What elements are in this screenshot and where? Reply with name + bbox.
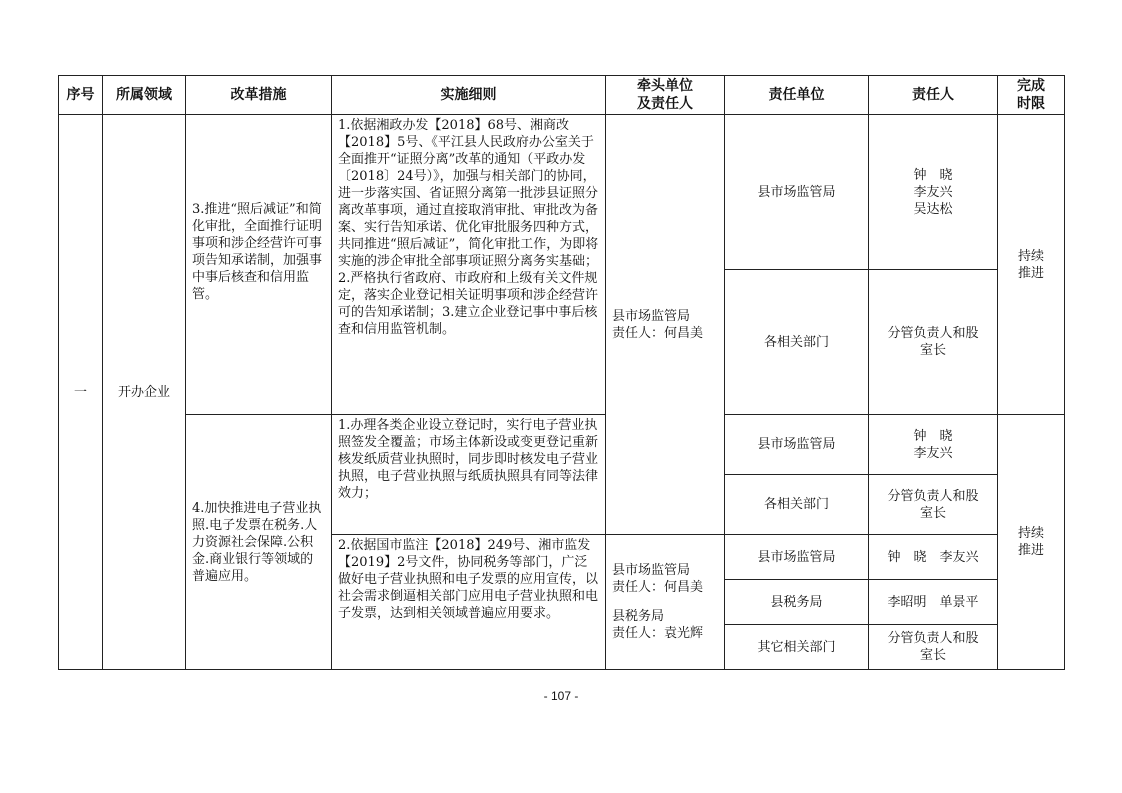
lead-unit-1: 县市场监管局 责任人：何昌美 <box>606 115 725 535</box>
detail-measure-4-b: 2.依据国市监注【2018】249号、湘市监发【2019】2号文件，协同税务等部门，广泛做好电子营业执照和电子发票的应用宣传，以社会需求倒逼相关部门应用电子营业执照和电子发票，达到相关领域普遍应用要求。 <box>332 535 606 670</box>
resp-person-cell: 分管负责人和股 室长 <box>869 625 998 670</box>
header-domain: 所属领域 <box>103 76 186 115</box>
detail-measure-4-a: 1.办理各类企业设立登记时，实行电子营业执照签发全覆盖；市场主体新设或变更登记重新核发纸质营业执照时，同步即时核发电子营业执照，电子营业执照与纸质执照具有同等法律效力； <box>332 415 606 535</box>
page-number: - 107 - <box>543 689 579 703</box>
resp-unit-cell: 县税务局 <box>725 580 869 625</box>
detail-measure-3: 1.依据湘政办发【2018】68号、湘商改【2018】5号、《平江县人民政府办公室关于全面推开“证照分离”改革的通知（平政办发〔2018〕24号）》，加强与相关部门的协同，进一步落实国、省证照分离第一批涉县证照分离改革事项，通过直接取消审批、审批改为备案、实行告知承诺、优化审批服务四种方式，共同推进“照后减证”，简化审批工作，为即将实施的涉企审批全部事项证照分离务实基础；2.严格执行省政府、市政府和上级有关文件规定，落实企业登记相关证明事项和涉企经营许可的告知承诺制；3.建立企业登记事中事后核查和信用监管机制。 <box>332 115 606 415</box>
resp-unit-cell: 各相关部门 <box>725 475 869 535</box>
resp-unit-cell: 其它相关部门 <box>725 625 869 670</box>
resp-person-cell: 钟 晓 李友兴 <box>869 535 998 580</box>
header-detail: 实施细则 <box>332 76 606 115</box>
reform-table <box>58 75 1065 670</box>
resp-person-cell: 分管负责人和股 室长 <box>869 475 998 535</box>
measure-4: 4.加快推进电子营业执照.电子发票在税务.人力资源社会保障.公积金.商业银行等领域的普遍应用。 <box>186 415 332 670</box>
header-lead: 牵头单位 及责任人 <box>606 76 725 115</box>
resp-unit-cell: 各相关部门 <box>725 270 869 415</box>
table-row <box>59 115 1065 270</box>
resp-person-cell: 李昭明 单景平 <box>869 580 998 625</box>
measure-3: 3.推进“照后减证”和简化审批，全面推行证明事项和涉企经营许可事项告知承诺制，加强事中事后核查和信用监管。 <box>186 115 332 415</box>
section-no: 一 <box>59 115 103 670</box>
resp-person-cell: 钟 晓 李友兴 吴达松 <box>869 115 998 270</box>
resp-person-cell: 钟 晓 李友兴 <box>869 415 998 475</box>
resp-person-cell: 分管负责人和股 室长 <box>869 270 998 415</box>
header-no: 序号 <box>59 76 103 115</box>
header-measure: 改革措施 <box>186 76 332 115</box>
resp-unit-cell: 县市场监管局 <box>725 535 869 580</box>
header-resp-unit: 责任单位 <box>725 76 869 115</box>
lead-unit-2: 县市场监管局 责任人：何昌美 县税务局 责任人：袁光辉 <box>606 535 725 670</box>
header-resp-person: 责任人 <box>869 76 998 115</box>
header-deadline: 完成 时限 <box>998 76 1065 115</box>
resp-unit-cell: 县市场监管局 <box>725 115 869 270</box>
deadline-cell-2: 持续 推进 <box>998 415 1065 670</box>
section-domain: 开办企业 <box>103 115 186 670</box>
resp-unit-cell: 县市场监管局 <box>725 415 869 475</box>
deadline-cell-1: 持续 推进 <box>998 115 1065 415</box>
table-row <box>59 415 1065 475</box>
table-header-row <box>59 76 1065 115</box>
